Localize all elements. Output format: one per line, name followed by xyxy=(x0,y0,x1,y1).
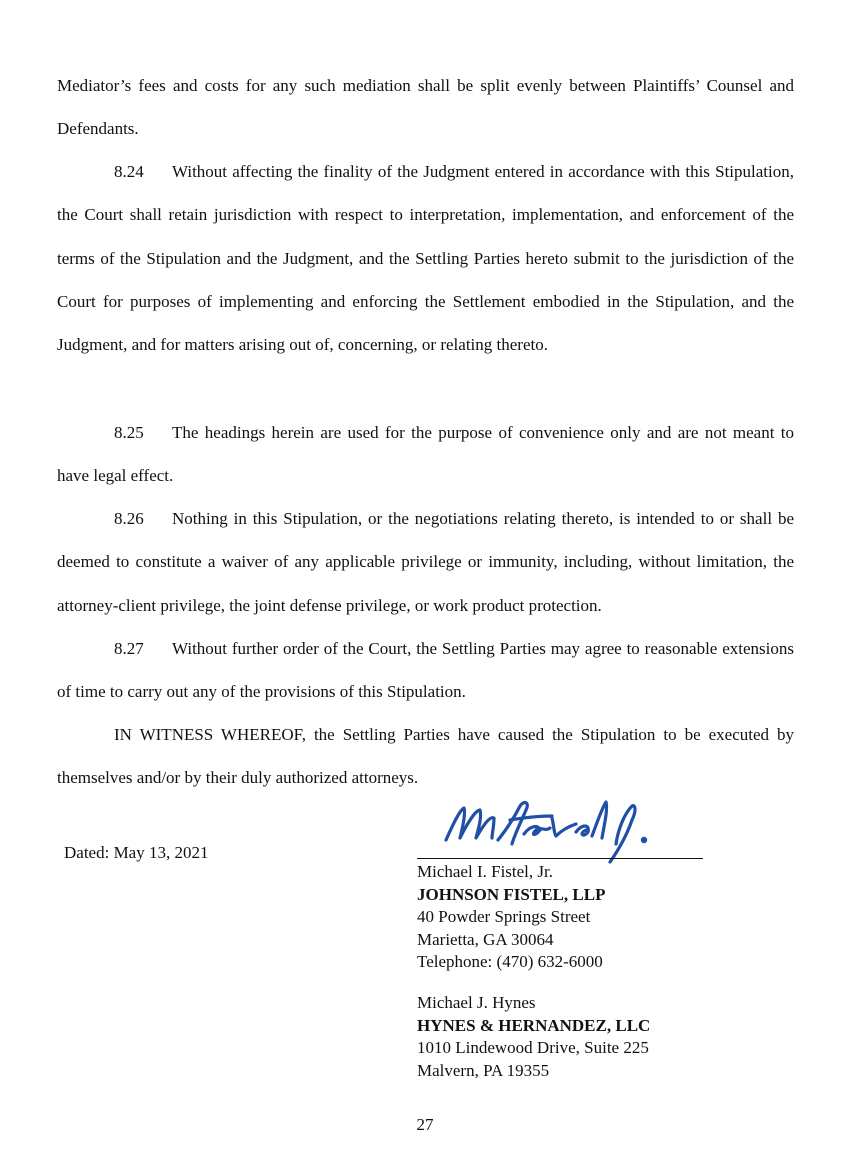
page-number: 27 xyxy=(416,1115,434,1134)
section-number: 8.26 xyxy=(114,509,144,528)
address-line: Malvern, PA 19355 xyxy=(417,1060,550,1080)
paragraph-text: Without further order of the Court, the Settling Parties may agree to reasonable extensions of time to carry out any of the provisions of this Stipulation. xyxy=(57,639,794,702)
paragraph-text: The headings herein are used for the purpose of convenience only and are not meant to have legal effect. xyxy=(57,423,794,486)
dated-line: Dated: May 13, 2021 xyxy=(64,843,209,862)
counsel-block-johnson-fistel xyxy=(417,861,605,974)
firm-name: HYNES & HERNANDEZ, LLC xyxy=(417,1015,651,1035)
paragraph-8-27 xyxy=(57,627,794,714)
paragraph-8-25 xyxy=(57,411,794,498)
paragraph-text: Without affecting the finality of the Judgment entered in accordance with this Stipulation, the Court shall retain jurisdiction with respect to interpretation, implementation, and enforcement of the terms of the Stipulation and the Judgment, and the Settling Parties hereto submit to the jurisdiction of the Court for purposes of implementing and enforcing the Settlement embodied in the Stipulation, and the Judgment, and for matters arising out of, concerning, or relating thereto. xyxy=(57,162,794,355)
signature-line xyxy=(417,858,703,859)
section-number: 8.24 xyxy=(114,162,144,181)
counsel-name: Michael I. Fistel, Jr. xyxy=(417,862,553,881)
paragraph-mediator-fees: Mediator’s fees and costs for any such mediation shall be split evenly between Plaintiffs’ Counsel and Defendants. xyxy=(57,76,794,139)
address-line: 1010 Lindewood Drive, Suite 225 xyxy=(417,1038,649,1057)
paragraph-text: Nothing in this Stipulation, or the negotiations relating thereto, is intended to or shall be deemed to constitute a waiver of any applicable privilege or immunity, including, without limitation, the attorney-client privilege, the joint defense privilege, or work product protection. xyxy=(57,509,794,615)
section-number: 8.27 xyxy=(114,639,144,658)
address-line: 40 Powder Springs Street xyxy=(417,907,591,926)
paragraph-8-24 xyxy=(57,150,794,366)
address-line: Marietta, GA 30064 xyxy=(417,929,554,949)
paragraph-8-26 xyxy=(57,497,794,627)
paragraph-in-witness: IN WITNESS WHEREOF, the Settling Parties have caused the Stipulation to be executed by themselves and/or by their duly authorized attorneys. xyxy=(57,725,794,788)
section-number: 8.25 xyxy=(114,423,144,442)
counsel-name: Michael J. Hynes xyxy=(417,993,536,1012)
firm-name: JOHNSON FISTEL, LLP xyxy=(417,884,606,904)
counsel-block-hynes-hernandez xyxy=(417,992,650,1082)
telephone: Telephone: (470) 632-6000 xyxy=(417,952,603,971)
